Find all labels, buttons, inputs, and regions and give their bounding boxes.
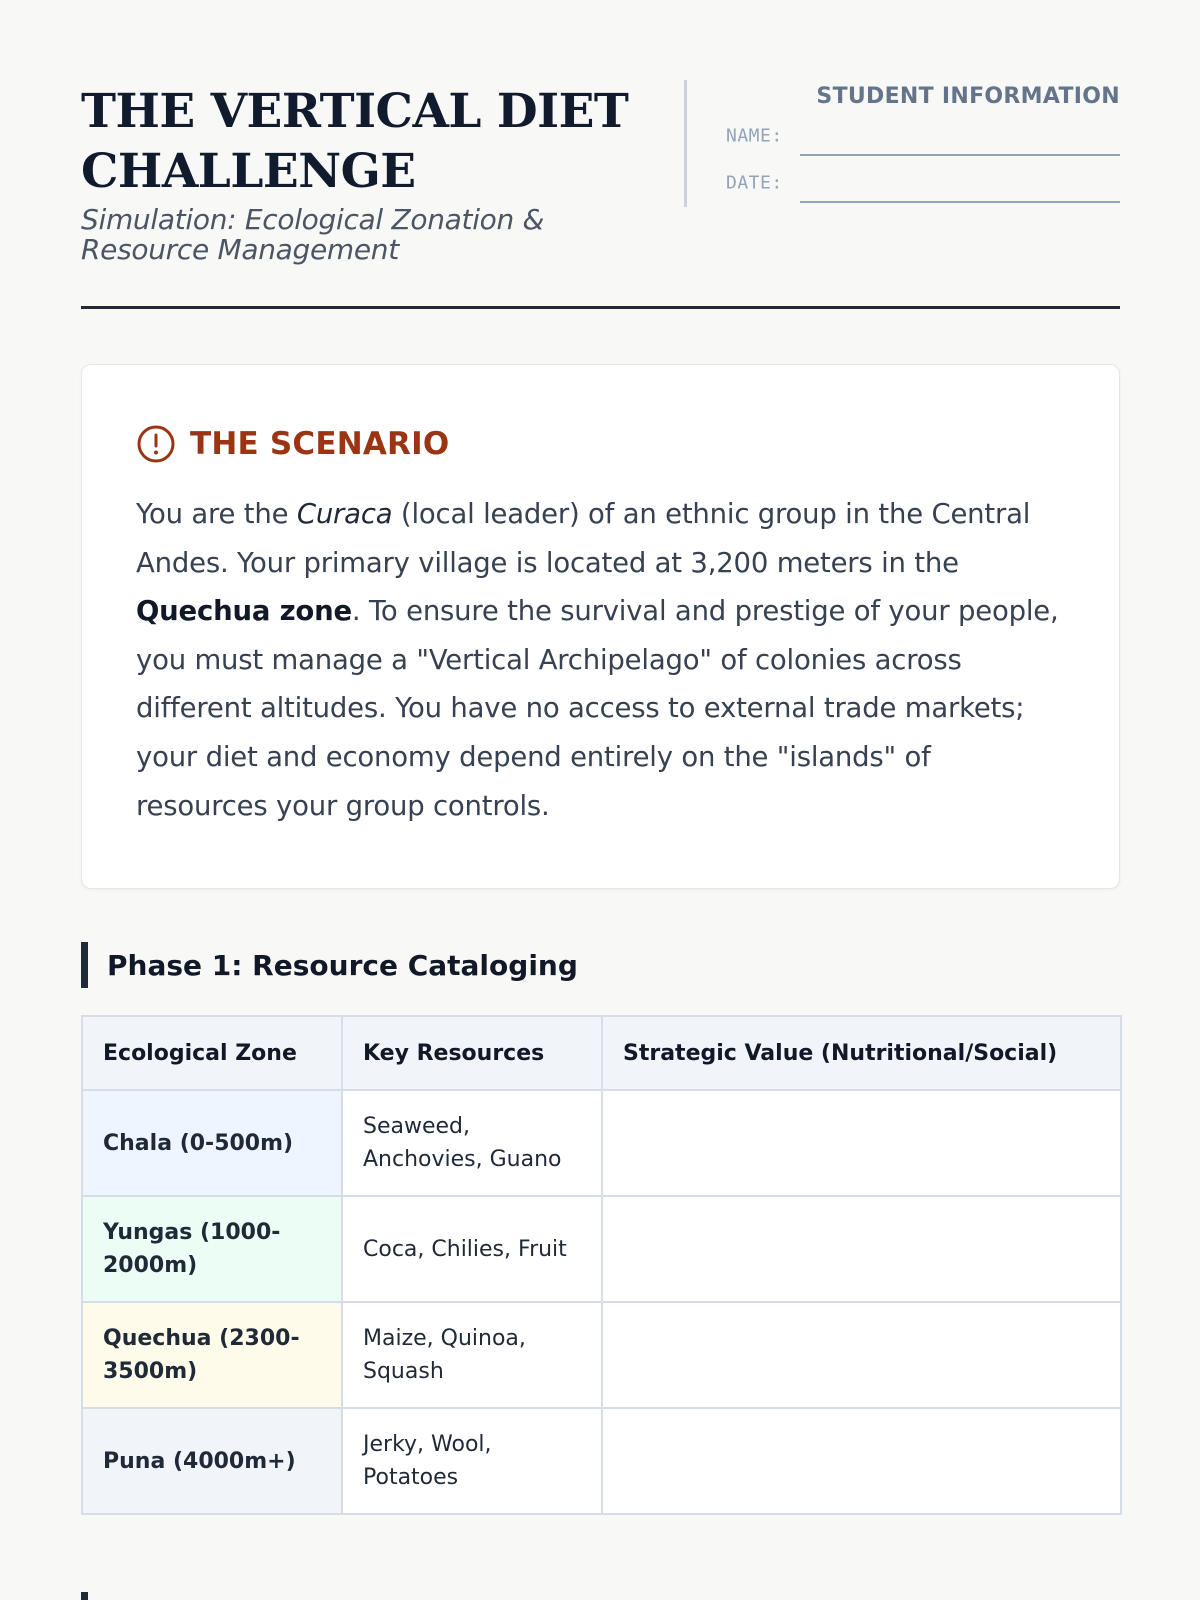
- resources-cell: Coca, Chilies, Fruit: [342, 1196, 602, 1302]
- column-header-value: Strategic Value (Nutritional/Social): [602, 1016, 1121, 1090]
- alert-circle-icon: [136, 424, 176, 464]
- table-row: [82, 1090, 1121, 1196]
- scenario-term-curaca: Curaca: [296, 498, 393, 530]
- date-line[interactable]: [800, 201, 1120, 203]
- zone-cell: Puna (4000m+): [82, 1408, 342, 1514]
- student-info-heading: STUDENT INFORMATION: [816, 84, 1120, 109]
- resources-cell: Jerky, Wool, Potatoes: [342, 1408, 602, 1514]
- phase1-header: [81, 942, 578, 988]
- scenario-text-part: . To ensure the survival and prestige of your people, you must manage a "Vertical Archipelago" of colonies across different altitudes. You have no access to external trade markets; your diet and economy depend entirely on the "islands" of resources your group controls.: [136, 595, 1059, 822]
- phase1-accent-bar: [81, 942, 88, 988]
- table-row: [82, 1302, 1121, 1408]
- scenario-header: [136, 423, 449, 465]
- table-header-row: [82, 1016, 1121, 1090]
- scenario-text-part: You are the: [136, 498, 297, 530]
- page-subtitle: Simulation: Ecological Zonation & Resource Management: [81, 203, 545, 266]
- student-info-panel: [726, 80, 1120, 208]
- value-answer-cell[interactable]: [602, 1196, 1121, 1302]
- scenario-text-part: (local leader) of an ethnic group in the Central Andes. Your primary village is located at 3,200 meters in the: [136, 498, 1031, 579]
- date-label: DATE:: [726, 171, 783, 193]
- table-row: [82, 1408, 1121, 1514]
- column-header-zone: Ecological Zone: [82, 1016, 342, 1090]
- header-divider: [684, 80, 687, 207]
- phase1-heading: Phase 1: Resource Cataloging: [107, 948, 578, 982]
- value-answer-cell[interactable]: [602, 1090, 1121, 1196]
- scenario-term-quechua: Quechua zone: [136, 595, 352, 628]
- value-answer-cell[interactable]: [602, 1302, 1121, 1408]
- resource-table: [81, 1015, 1122, 1515]
- worksheet-page: [81, 0, 1120, 1490]
- date-field[interactable]: [726, 161, 1120, 208]
- zone-cell: Yungas (1000-2000m): [82, 1196, 342, 1302]
- value-answer-cell[interactable]: [602, 1408, 1121, 1514]
- name-field[interactable]: [726, 114, 1120, 161]
- next-section-accent-bar: [81, 1592, 88, 1600]
- scenario-heading: THE SCENARIO: [190, 426, 450, 462]
- header-rule: [81, 306, 1120, 309]
- table-row: [82, 1196, 1121, 1302]
- resources-cell: Maize, Quinoa, Squash: [342, 1302, 602, 1408]
- resources-cell: Seaweed, Anchovies, Guano: [342, 1090, 602, 1196]
- scenario-card: [81, 364, 1120, 889]
- page-title: THE VERTICAL DIET CHALLENGE: [81, 84, 629, 199]
- zone-cell: Quechua (2300-3500m): [82, 1302, 342, 1408]
- scenario-text: [136, 490, 1066, 830]
- name-line[interactable]: [800, 154, 1120, 156]
- name-label: NAME:: [726, 124, 783, 146]
- column-header-resources: Key Resources: [342, 1016, 602, 1090]
- worksheet-header: [81, 0, 1120, 310]
- zone-cell: Chala (0-500m): [82, 1090, 342, 1196]
